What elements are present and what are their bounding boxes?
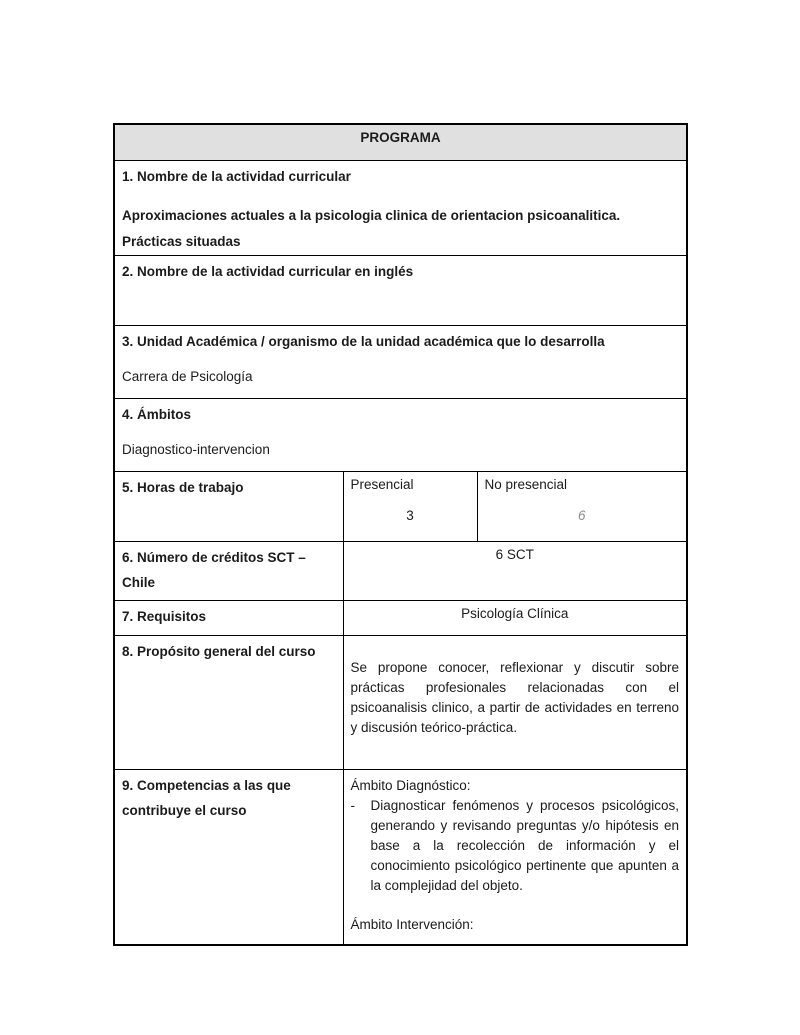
presencial-value: 3 bbox=[406, 507, 414, 523]
ambito-diagnostico-title: Ámbito Diagnóstico: bbox=[350, 777, 471, 793]
row-unidad-academica bbox=[114, 325, 687, 398]
row6-label-cell bbox=[114, 541, 343, 600]
bullet-dash: - bbox=[350, 797, 355, 813]
row6-label: 6. Número de créditos SCT – Chile bbox=[122, 549, 306, 590]
row5-presencial-cell bbox=[343, 471, 477, 541]
row-nombre-ingles bbox=[114, 255, 687, 325]
row5-no-presencial-cell bbox=[477, 471, 687, 541]
row1-content-line1: Aproximaciones actuales a la psicologia clinica de orientacion psicoanalitica. bbox=[122, 207, 621, 223]
row3-content: Carrera de Psicología bbox=[122, 368, 253, 384]
row5-label-cell bbox=[114, 471, 343, 541]
row-nombre-ingles-cell bbox=[114, 255, 687, 325]
row-ambitos-cell bbox=[114, 398, 687, 471]
row9-label-cell bbox=[114, 769, 343, 945]
presencial-header: Presencial bbox=[350, 476, 414, 492]
row-ambitos bbox=[114, 398, 687, 471]
row3-label: 3. Unidad Académica / organismo de la unidad académica que lo desarrolla bbox=[122, 333, 605, 349]
table-header-row bbox=[114, 124, 687, 160]
row8-label: 8. Propósito general del curso bbox=[122, 643, 316, 659]
row-proposito-general bbox=[114, 635, 687, 769]
row9-label: 9. Competencias a las que contribuye el curso bbox=[122, 777, 291, 818]
row5-label: 5. Horas de trabajo bbox=[122, 479, 244, 495]
ambito-intervencion-title: Ámbito Intervención: bbox=[350, 916, 474, 932]
row8-content-cell bbox=[343, 635, 687, 769]
no-presencial-value: 6 bbox=[578, 507, 586, 523]
row7-label: 7. Requisitos bbox=[122, 608, 207, 624]
row6-content: 6 SCT bbox=[495, 546, 534, 562]
row-unidad-academica-cell bbox=[114, 325, 687, 398]
row1-content-line2: Prácticas situadas bbox=[122, 233, 241, 249]
row4-label: 4. Ámbitos bbox=[122, 406, 192, 422]
row-nombre-actividad bbox=[114, 160, 687, 255]
program-table bbox=[113, 123, 688, 946]
row9-content-cell bbox=[343, 769, 687, 945]
row-requisitos bbox=[114, 600, 687, 635]
row7-content: Psicología Clínica bbox=[461, 605, 569, 621]
row-creditos-sct bbox=[114, 541, 687, 600]
row-nombre-actividad-cell bbox=[114, 160, 687, 255]
row6-content-cell bbox=[343, 541, 687, 600]
table-title: PROGRAMA bbox=[114, 124, 687, 160]
row4-content: Diagnostico-intervencion bbox=[122, 441, 270, 457]
diagnostico-list-item bbox=[351, 796, 680, 896]
row7-content-cell bbox=[343, 600, 687, 635]
row7-label-cell bbox=[114, 600, 343, 635]
row8-content: Se propone conocer, reflexionar y discutir sobre prácticas profesionales relacionadas con el psicoanalisis clinico, a partir de actividades en terreno y discusión teórico-práctica. bbox=[350, 659, 680, 735]
row1-label: 1. Nombre de la actividad curricular bbox=[122, 168, 351, 184]
no-presencial-header: No presencial bbox=[484, 476, 568, 492]
diagnostico-item-text: Diagnosticar fenómenos y procesos psicológicos, generando y revisando preguntas y/o hipótesis en base a la recolección de información y el conocimiento psicológico pertinente que apunten a la complejidad del objeto. bbox=[370, 797, 680, 893]
row-horas-trabajo bbox=[114, 471, 687, 541]
row-competencias bbox=[114, 769, 687, 945]
row2-label: 2. Nombre de la actividad curricular en inglés bbox=[122, 263, 414, 279]
row8-label-cell bbox=[114, 635, 343, 769]
